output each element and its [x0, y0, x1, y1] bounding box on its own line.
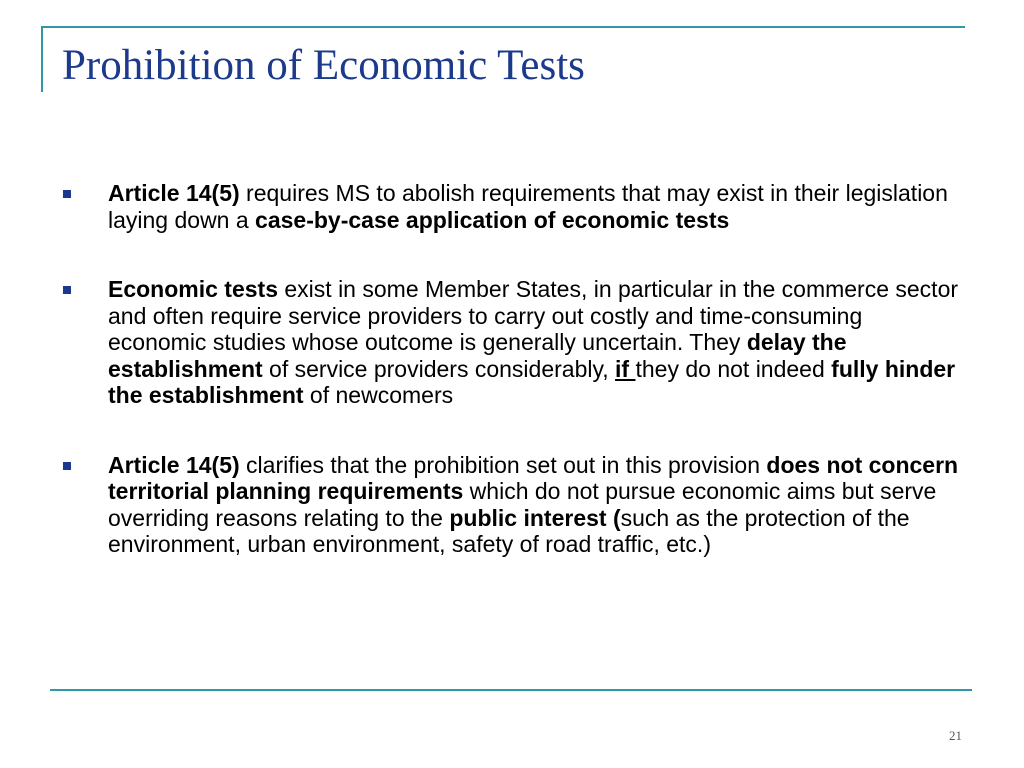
bold-text: does not concern territorial planning requirements [108, 451, 959, 504]
page-number: 21 [949, 728, 962, 743]
bullet-item-article-14-5-clarifies [60, 452, 960, 558]
bold-underlined-text [615, 356, 635, 382]
body-text: of newcomers [303, 382, 454, 408]
slide-title: Prohibition of Economic Tests [62, 42, 585, 89]
body-text: requires MS to abolish requirements that may exist in their legislation laying down a [108, 180, 948, 233]
bold-text: public interest ( [449, 504, 621, 531]
bold-text: Article 14(5) [108, 451, 240, 478]
bold-text: case-by-case application of economic tests [255, 206, 730, 233]
square-bullet-icon [63, 190, 71, 198]
bullet-text [108, 452, 958, 558]
bold-text: Economic tests [108, 276, 278, 302]
body-text: they do not indeed [635, 355, 832, 382]
bold-text: delay the establishment [108, 329, 847, 382]
underlined-text: if [615, 355, 636, 382]
square-bullet-icon [63, 286, 71, 294]
body-text: clarifies that the prohibition set out in this provision [239, 451, 767, 478]
bullet-text [108, 276, 958, 408]
title-rule-top [41, 26, 965, 28]
title-rule-left [41, 26, 43, 92]
body-text: which do not pursue economic aims but serve overriding reasons relating to the [108, 478, 937, 531]
square-bullet-icon [63, 462, 71, 470]
bullet-list [60, 180, 960, 601]
body-text: such as the protection of the environment, urban environment, safety of road traffic, etc.) [108, 504, 910, 557]
body-text: of service providers considerably, [262, 355, 616, 382]
footer-rule [50, 689, 972, 691]
body-text: exist in some Member States, in particular in the commerce sector and often require service providers to carry out costly and time-consuming economic studies whose outcome is generally uncertain. They [108, 276, 959, 355]
bullet-item-article-14-5-requires [60, 180, 960, 233]
bold-text: Article 14(5) [108, 180, 240, 206]
bold-text: fully hinder the establishment [108, 355, 956, 408]
bullet-item-economic-tests [60, 276, 960, 409]
bullet-text [108, 180, 948, 233]
